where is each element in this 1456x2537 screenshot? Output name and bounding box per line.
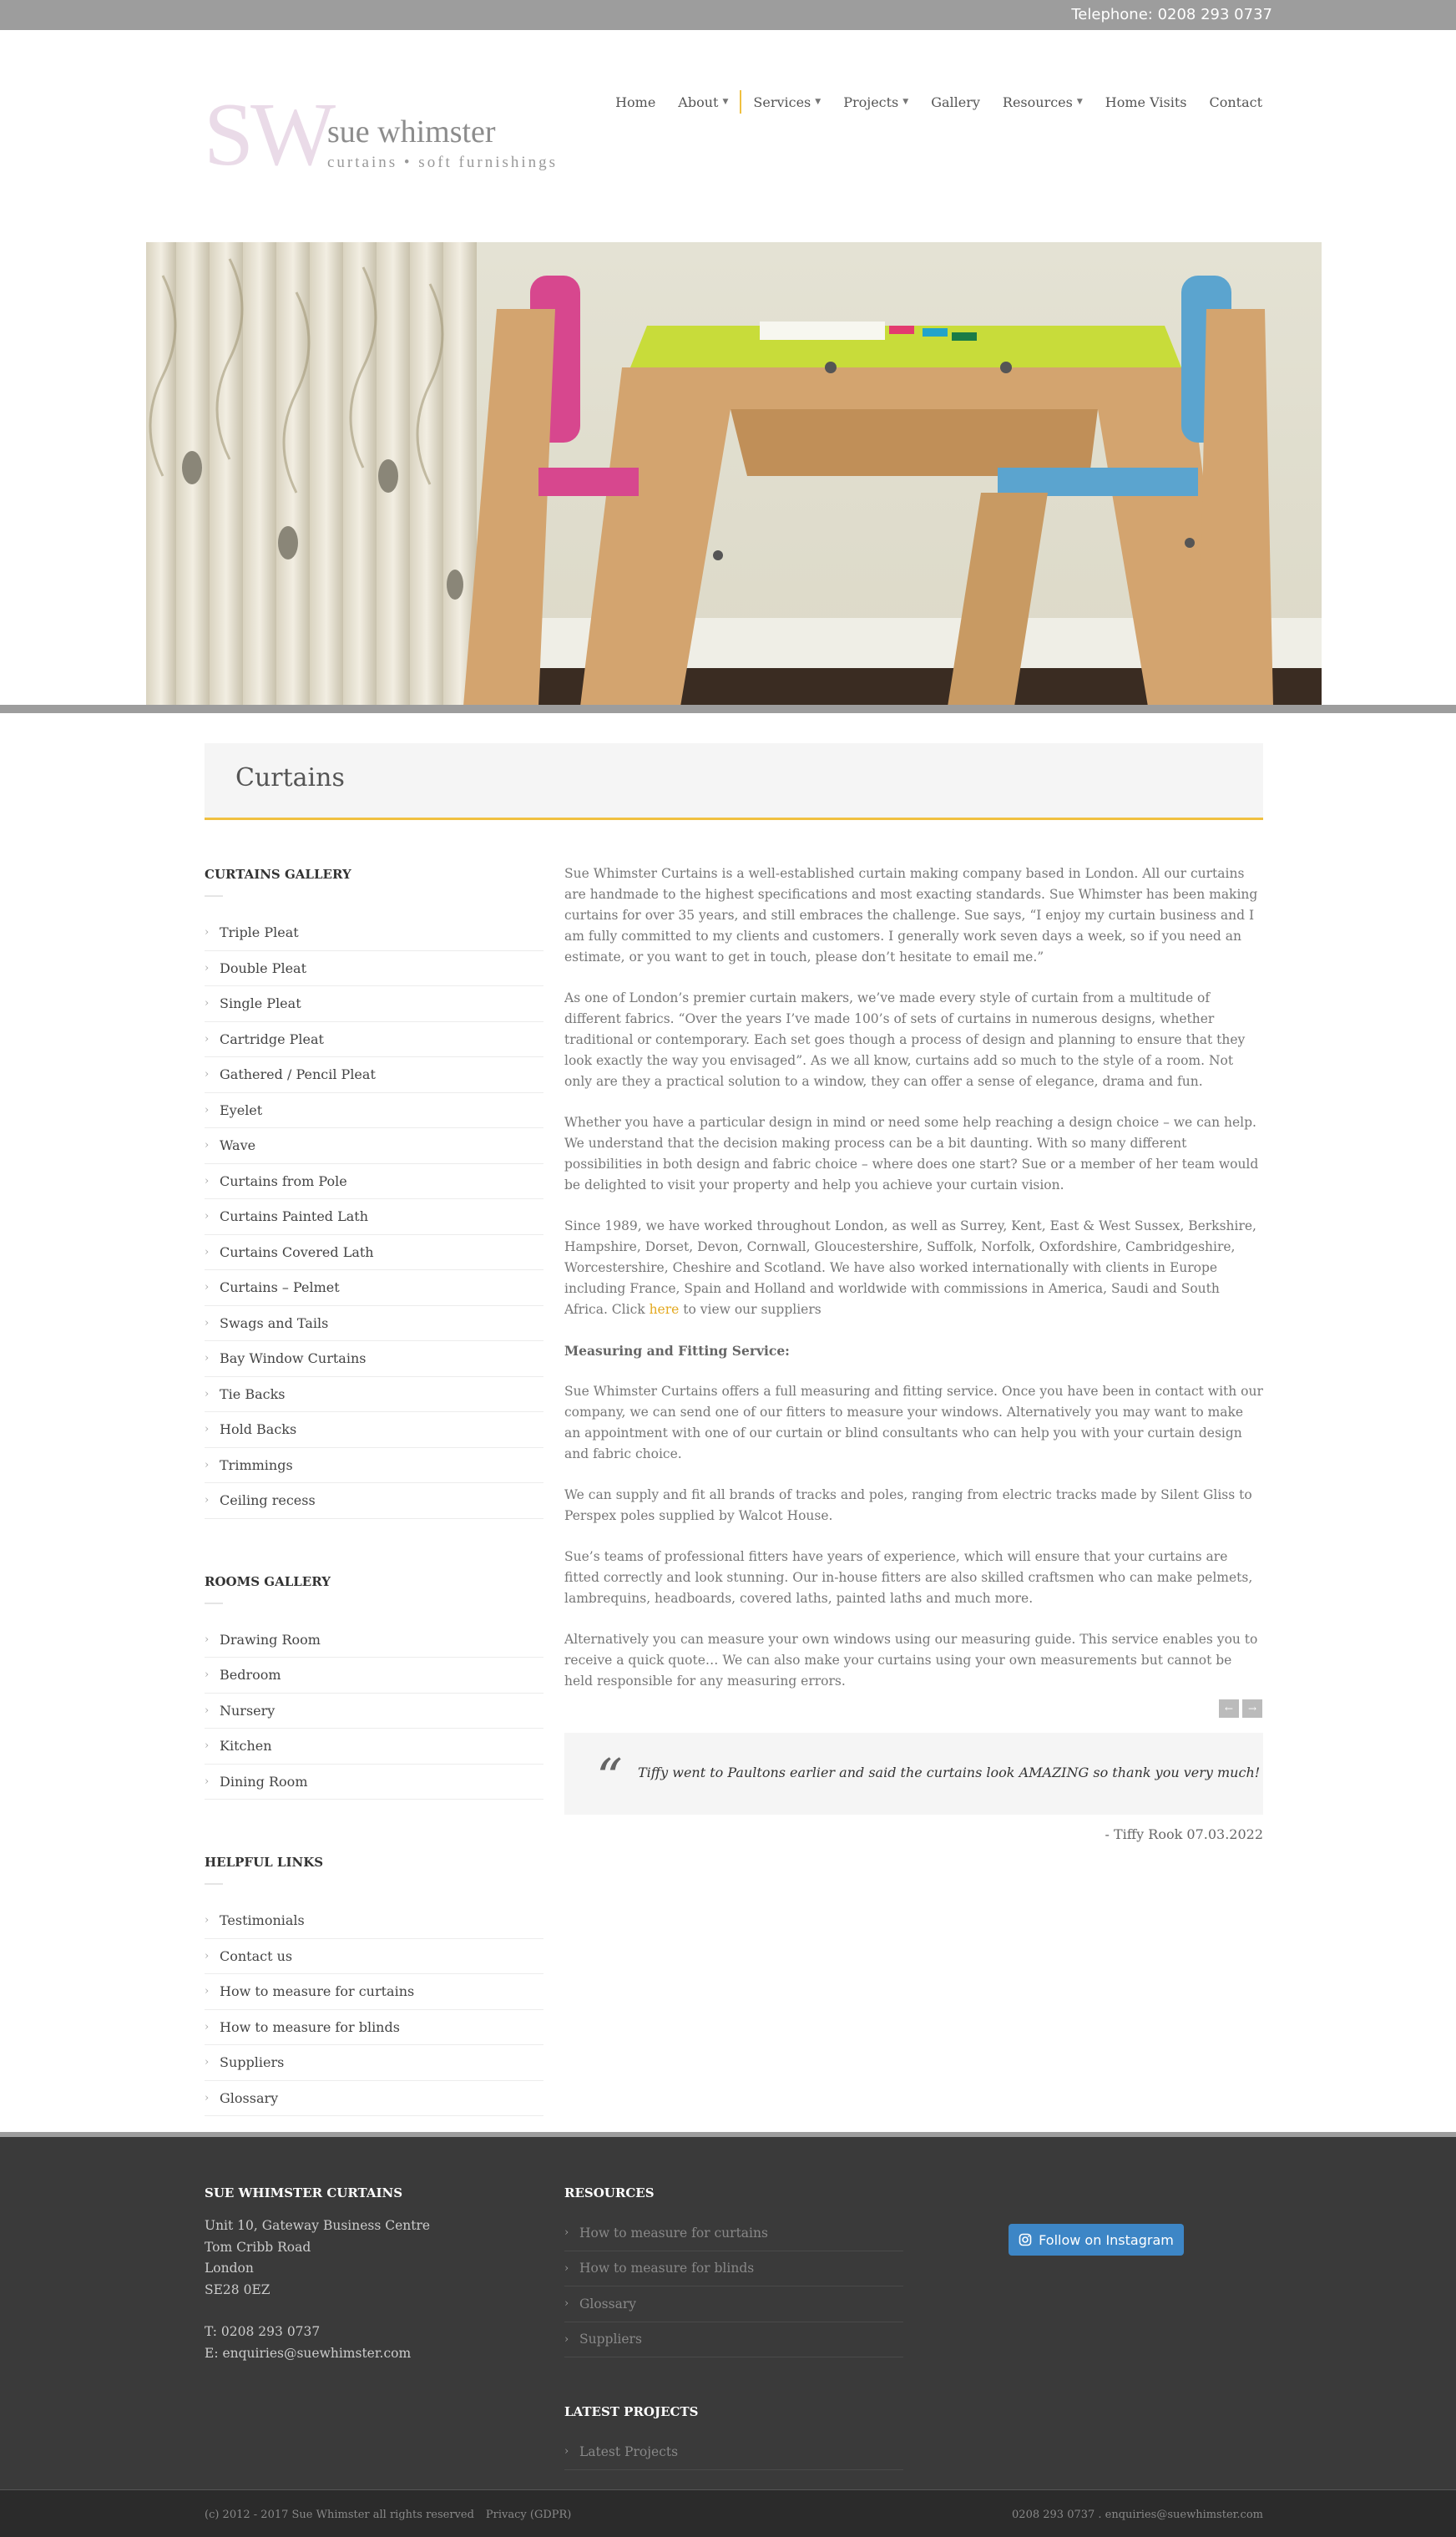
chevron-right-icon: › <box>205 1669 210 1682</box>
sidebar-item-nursery[interactable]: › Nursery <box>205 1694 543 1729</box>
footer-address: Unit 10, Gateway Business Centre Tom Cribb Road London SE28 0EZ T: 0208 293 0737 E: enquiries@suewhimster.com <box>205 2215 430 2364</box>
chevron-right-icon: › <box>205 1352 210 1365</box>
chevron-right-icon: › <box>205 1423 210 1436</box>
chevron-right-icon: › <box>205 1704 210 1717</box>
fitters-paragraph: Sue’s teams of professional fitters have years of experience, which will ensure that your curtains are fitted correctly and look stunning. Our in-house fitters are also skilled craftsmen who can make pelmets, lambrequins, headboards, covered laths, painted laths and much more. <box>564 1549 1253 1606</box>
prev-arrow-icon[interactable]: ← <box>1219 1699 1239 1718</box>
caret-down-icon: ▼ <box>1076 98 1083 106</box>
chevron-right-icon: › <box>205 1174 210 1187</box>
footer <box>0 2132 1456 2489</box>
footer-link-glossary[interactable]: › Glossary <box>564 2286 903 2322</box>
sidebar-item-swags-and-tails[interactable]: › Swags and Tails <box>205 1306 543 1342</box>
footer-phone[interactable]: T: 0208 293 0737 <box>205 2324 321 2339</box>
privacy-link[interactable]: Privacy (GDPR) <box>485 2509 572 2521</box>
main-nav <box>593 90 1262 114</box>
sidebar-item-double-pleat[interactable]: › Double Pleat <box>205 951 543 987</box>
testimonial-nav <box>1219 1699 1262 1718</box>
rooms-gallery-heading: ROOMS GALLERY <box>205 1573 331 1589</box>
caret-down-icon: ▼ <box>722 98 729 106</box>
sidebar-item-curtains-pelmet[interactable]: › Curtains – Pelmet <box>205 1270 543 1306</box>
helpful-links-heading: HELPFUL LINKS <box>205 1855 324 1870</box>
sidebar-item-contact-us[interactable]: › Contact us <box>205 1939 543 1975</box>
testimonial-text: Tiffy went to Paultons earlier and said the curtains look AMAZING so thank you very much! <box>638 1765 1261 1780</box>
chevron-right-icon: › <box>564 2297 569 2311</box>
logo-tagline: curtains • soft furnishings <box>327 154 559 171</box>
curtains-gallery-group <box>205 867 543 1519</box>
site-logo[interactable] <box>204 85 579 185</box>
measuring-paragraph: Sue Whimster Curtains offers a full measuring and fitting service. Once you have been in contact with our company, we can send one of our fitters to measure your windows. Alternatively you may want to make an appointment with one of our curtain or blind consultants who can help you with your curtain design and fabric choice. <box>564 1384 1263 1461</box>
chevron-right-icon: › <box>205 997 210 1010</box>
top-bar <box>0 0 1456 30</box>
hero-image <box>146 242 1322 706</box>
styles-paragraph: As one of London’s premier curtain makers, we’ve made every style of curtain from a multitude of different fabrics. “Over the years I’ve made 100’s of sets of curtains in numerous designs, whether traditional or contemporary. Each set goes though a process of design and planning to ensure that they look exactly the way you envisaged”. As we all know, curtains add so much to the style of a room. Not only are they a practical solution to a window, they can offer a sense of elegance, drama and fun. <box>564 990 1246 1089</box>
telephone-text[interactable]: Telephone: 0208 293 0737 <box>1071 6 1272 23</box>
footer-link-measure-blinds[interactable]: › How to measure for blinds <box>564 2251 903 2287</box>
chevron-right-icon: › <box>205 2091 210 2104</box>
nav-gallery[interactable]: Gallery <box>931 94 980 110</box>
suppliers-link[interactable]: here <box>649 1302 680 1317</box>
nav-home[interactable]: Home <box>615 94 656 110</box>
chevron-right-icon: › <box>205 1103 210 1117</box>
sidebar-item-bedroom[interactable]: › Bedroom <box>205 1658 543 1694</box>
chevron-right-icon: › <box>205 1985 210 1998</box>
hero-divider <box>0 705 1456 713</box>
helpful-links-group <box>205 1855 543 2116</box>
heading-rule <box>205 895 223 897</box>
sidebar-item-triple-pleat[interactable]: › Triple Pleat <box>205 915 543 951</box>
tracks-paragraph: We can supply and fit all brands of tracks and poles, ranging from electric tracks made by Silent Gliss to Perspex poles supplied by Walcot House. <box>564 1487 1252 1523</box>
page-title-box <box>205 743 1263 820</box>
sidebar-item-eyelet[interactable]: › Eyelet <box>205 1093 543 1129</box>
sidebar-item-cartridge-pleat[interactable]: › Cartridge Pleat <box>205 1022 543 1058</box>
nav-about[interactable]: About ▼ <box>678 94 729 110</box>
instagram-icon <box>1019 2233 1032 2246</box>
chevron-right-icon: › <box>205 1387 210 1400</box>
sidebar-item-curtains-painted-lath[interactable]: › Curtains Painted Lath <box>205 1199 543 1235</box>
nav-contact[interactable]: Contact <box>1209 94 1262 110</box>
caret-down-icon: ▼ <box>815 98 822 106</box>
curtains-gallery-heading: CURTAINS GALLERY <box>205 867 351 882</box>
nav-home-visits[interactable]: Home Visits <box>1105 94 1187 110</box>
sidebar-item-gathered-pencil-pleat[interactable]: › Gathered / Pencil Pleat <box>205 1057 543 1093</box>
sidebar-item-curtains-from-pole[interactable]: › Curtains from Pole <box>205 1164 543 1200</box>
sidebar-item-dining-room[interactable]: › Dining Room <box>205 1765 543 1800</box>
measure-own-paragraph: Alternatively you can measure your own windows using our measuring guide. This service enables you to receive a quick quote… We can also make your curtains using your own measurements but cannot be held responsible for any measuring errors. <box>564 1632 1258 1689</box>
chevron-right-icon: › <box>205 961 210 975</box>
footer-projects-heading: LATEST PROJECTS <box>564 2404 699 2419</box>
sidebar-item-measure-blinds[interactable]: › How to measure for blinds <box>205 2010 543 2046</box>
sidebar-item-kitchen[interactable]: › Kitchen <box>205 1729 543 1765</box>
quote-icon: “ <box>596 1747 623 1808</box>
chevron-right-icon: › <box>205 1281 210 1294</box>
nav-active-indicator <box>740 90 741 114</box>
logo-monogram: SW <box>204 85 332 185</box>
sidebar-item-drawing-room[interactable]: › Drawing Room <box>205 1623 543 1658</box>
rooms-gallery-group <box>205 1574 543 1800</box>
logo-name: sue whimster <box>327 114 496 149</box>
heading-rule <box>205 1883 223 1885</box>
locations-paragraph: Since 1989, we have worked throughout London, as well as Surrey, Kent, East & West Sussex, Berkshire, Hampshire, Dorset, Devon, Cornwall, Gloucestershire, Suffolk, Norfolk, Oxfordshire, Cambridgeshire, Worcestershire, Cheshire and Scotland. We have also worked internationally with clients in Europe including France, Spain and Holland and worldwide with commissions in America, Saudi and South Africa. Click here to view our suppliers <box>564 1218 1256 1317</box>
main-content <box>564 863 1263 1712</box>
chevron-right-icon: › <box>205 1949 210 1962</box>
chevron-right-icon: › <box>205 926 210 939</box>
instagram-follow-button[interactable]: Follow on Instagram <box>1009 2224 1184 2256</box>
chevron-right-icon: › <box>205 1775 210 1788</box>
sidebar <box>205 867 543 2171</box>
caret-down-icon: ▼ <box>902 98 909 106</box>
page-title: Curtains <box>235 763 345 792</box>
measuring-subheading: Measuring and Fitting Service: <box>564 1343 790 1359</box>
chevron-right-icon: › <box>564 2226 569 2240</box>
sidebar-item-suppliers[interactable]: › Suppliers <box>205 2045 543 2081</box>
footer-link-measure-curtains[interactable]: › How to measure for curtains <box>564 2215 903 2251</box>
sidebar-item-glossary[interactable]: › Glossary <box>205 2081 543 2117</box>
footer-resources-heading: RESOURCES <box>564 2185 655 2200</box>
chevron-right-icon: › <box>205 1914 210 1927</box>
sidebar-item-trimmings[interactable]: › Trimmings <box>205 1448 543 1484</box>
footer-company <box>205 2185 430 2364</box>
sidebar-item-single-pleat[interactable]: › Single Pleat <box>205 986 543 1022</box>
next-arrow-icon[interactable]: → <box>1242 1699 1262 1718</box>
hero-illustration <box>146 242 1322 706</box>
bottom-bar <box>0 2489 1456 2537</box>
footer-email[interactable]: E: enquiries@suewhimster.com <box>205 2345 412 2361</box>
chevron-right-icon: › <box>564 2261 569 2275</box>
chevron-right-icon: › <box>205 1316 210 1329</box>
chevron-right-icon: › <box>205 1494 210 1507</box>
chevron-right-icon: › <box>205 1633 210 1646</box>
nav-projects[interactable]: Projects ▼ <box>843 94 909 110</box>
chevron-right-icon: › <box>205 2056 210 2069</box>
footer-resources <box>564 2185 903 2470</box>
chevron-right-icon: › <box>205 1068 210 1081</box>
design-paragraph: Whether you have a particular design in mind or need some help reaching a design choice – we can help. We understand that the decision making process can be a bit daunting. With so many different possibilities in both design and fabric choice – where does one start? Sue or a member of her team would be delighted to visit your property and help you achieve your curtain vision. <box>564 1115 1259 1193</box>
chevron-right-icon: › <box>205 1032 210 1046</box>
sidebar-item-measure-curtains[interactable]: › How to measure for curtains <box>205 1974 543 2010</box>
chevron-right-icon: › <box>205 1458 210 1471</box>
sidebar-item-wave[interactable]: › Wave <box>205 1128 543 1164</box>
footer-link-suppliers[interactable]: › Suppliers <box>564 2322 903 2358</box>
intro-paragraph: Sue Whimster Curtains is a well-established curtain making company based in London. All our curtains are handmade to the highest specifications and most exacting standards. Sue Whimster has been making curtains for over 35 years, and still embraces the challenge. Sue says, “I enjoy my curtain business and I am fully committed to my clients and customers. I generally work seven days a week, so if you need an estimate, or you want to get in touch, please don’t hesitate to email me.” <box>564 866 1258 965</box>
testimonial-author: - Tiffy Rook 07.03.2022 <box>1105 1826 1263 1842</box>
sidebar-item-bay-window-curtains[interactable]: › Bay Window Curtains <box>205 1341 543 1377</box>
chevron-right-icon: › <box>564 2445 569 2459</box>
bottom-contact: 0208 293 0737 . enquiries@suewhimster.com <box>1012 2509 1263 2521</box>
sidebar-item-hold-backs[interactable]: › Hold Backs <box>205 1412 543 1448</box>
heading-rule <box>205 1603 223 1604</box>
sidebar-item-ceiling-recess[interactable]: › Ceiling recess <box>205 1483 543 1519</box>
nav-resources[interactable]: Resources ▼ <box>1002 94 1083 110</box>
chevron-right-icon: › <box>564 2332 569 2346</box>
copyright: (c) 2012 - 2017 Sue Whimster all rights reserved Privacy (GDPR) <box>205 2509 572 2521</box>
chevron-right-icon: › <box>205 1139 210 1152</box>
nav-services[interactable]: Services ▼ <box>753 94 822 110</box>
footer-link-latest-projects[interactable]: › Latest Projects <box>564 2434 903 2470</box>
footer-company-heading: SUE WHIMSTER CURTAINS <box>205 2185 403 2200</box>
testimonial-box <box>564 1733 1263 1815</box>
sidebar-item-curtains-covered-lath[interactable]: › Curtains Covered Lath <box>205 1235 543 1271</box>
chevron-right-icon: › <box>205 1210 210 1223</box>
sidebar-item-testimonials[interactable]: › Testimonials <box>205 1903 543 1939</box>
chevron-right-icon: › <box>205 1739 210 1753</box>
sidebar-item-tie-backs[interactable]: › Tie Backs <box>205 1377 543 1413</box>
chevron-right-icon: › <box>205 1245 210 1258</box>
chevron-right-icon: › <box>205 2020 210 2033</box>
